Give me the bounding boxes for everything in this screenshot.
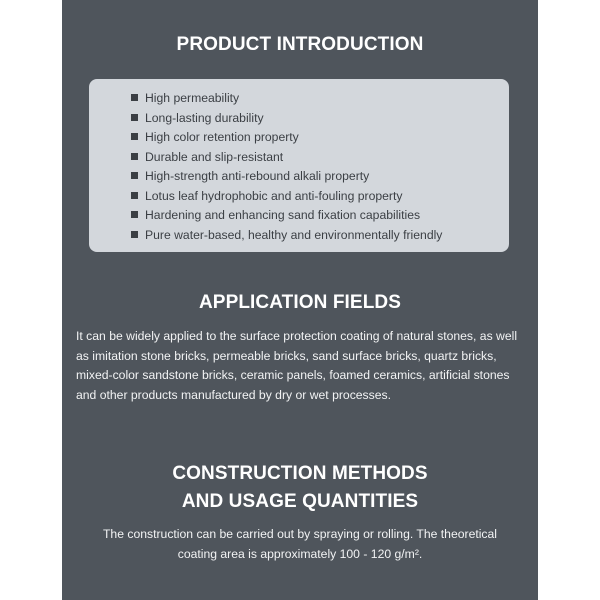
product-introduction-heading: PRODUCT INTRODUCTION bbox=[176, 34, 424, 55]
features-list bbox=[131, 89, 442, 245]
square-bullet-icon bbox=[131, 133, 138, 140]
application-fields-text: It can be widely applied to the surface protection coating of natural stones, as well as imitation stone bricks, permeable bricks, sand surface bricks, quartz bricks, mixed-color sandstone bricks, ceramic panels, foamed ceramics, artificial stones and other products manufactured by dry or wet processes. bbox=[76, 329, 518, 402]
construction-heading-line-1: CONSTRUCTION METHODS bbox=[172, 463, 428, 484]
feature-item bbox=[131, 128, 442, 148]
product-info-panel bbox=[62, 0, 538, 600]
square-bullet-icon bbox=[131, 231, 138, 238]
construction-methods-heading bbox=[62, 460, 538, 516]
feature-text: Pure water-based, healthy and environmentally friendly bbox=[145, 227, 443, 242]
square-bullet-icon bbox=[131, 94, 138, 101]
feature-text: Hardening and enhancing sand fixation capabilities bbox=[145, 208, 421, 222]
feature-item bbox=[131, 148, 442, 168]
application-fields-heading: APPLICATION FIELDS bbox=[198, 292, 401, 313]
feature-item bbox=[131, 187, 442, 207]
square-bullet-icon bbox=[131, 172, 138, 179]
feature-item bbox=[131, 226, 442, 246]
feature-item bbox=[131, 109, 442, 129]
feature-text: Long-lasting durability bbox=[145, 110, 264, 125]
construction-text-line-2: coating area is approximately 100 - 120 g/m². bbox=[177, 546, 423, 561]
feature-item bbox=[131, 206, 442, 226]
feature-text: High permeability bbox=[145, 91, 240, 105]
square-bullet-icon bbox=[131, 114, 138, 121]
feature-item bbox=[131, 167, 442, 187]
feature-text: Lotus leaf hydrophobic and anti-fouling property bbox=[145, 188, 403, 203]
square-bullet-icon bbox=[131, 192, 138, 199]
construction-text-line-1: The construction can be carried out by spraying or rolling. The theoretical bbox=[102, 527, 498, 541]
square-bullet-icon bbox=[131, 211, 138, 218]
construction-methods-text bbox=[62, 525, 538, 564]
feature-item bbox=[131, 89, 442, 109]
features-box bbox=[89, 79, 509, 252]
feature-text: High-strength anti-rebound alkali property bbox=[145, 169, 370, 183]
square-bullet-icon bbox=[131, 153, 138, 160]
feature-text: High color retention property bbox=[145, 130, 299, 144]
feature-text: Durable and slip-resistant bbox=[145, 149, 284, 164]
construction-heading-line-2: AND USAGE QUANTITIES bbox=[181, 491, 419, 512]
